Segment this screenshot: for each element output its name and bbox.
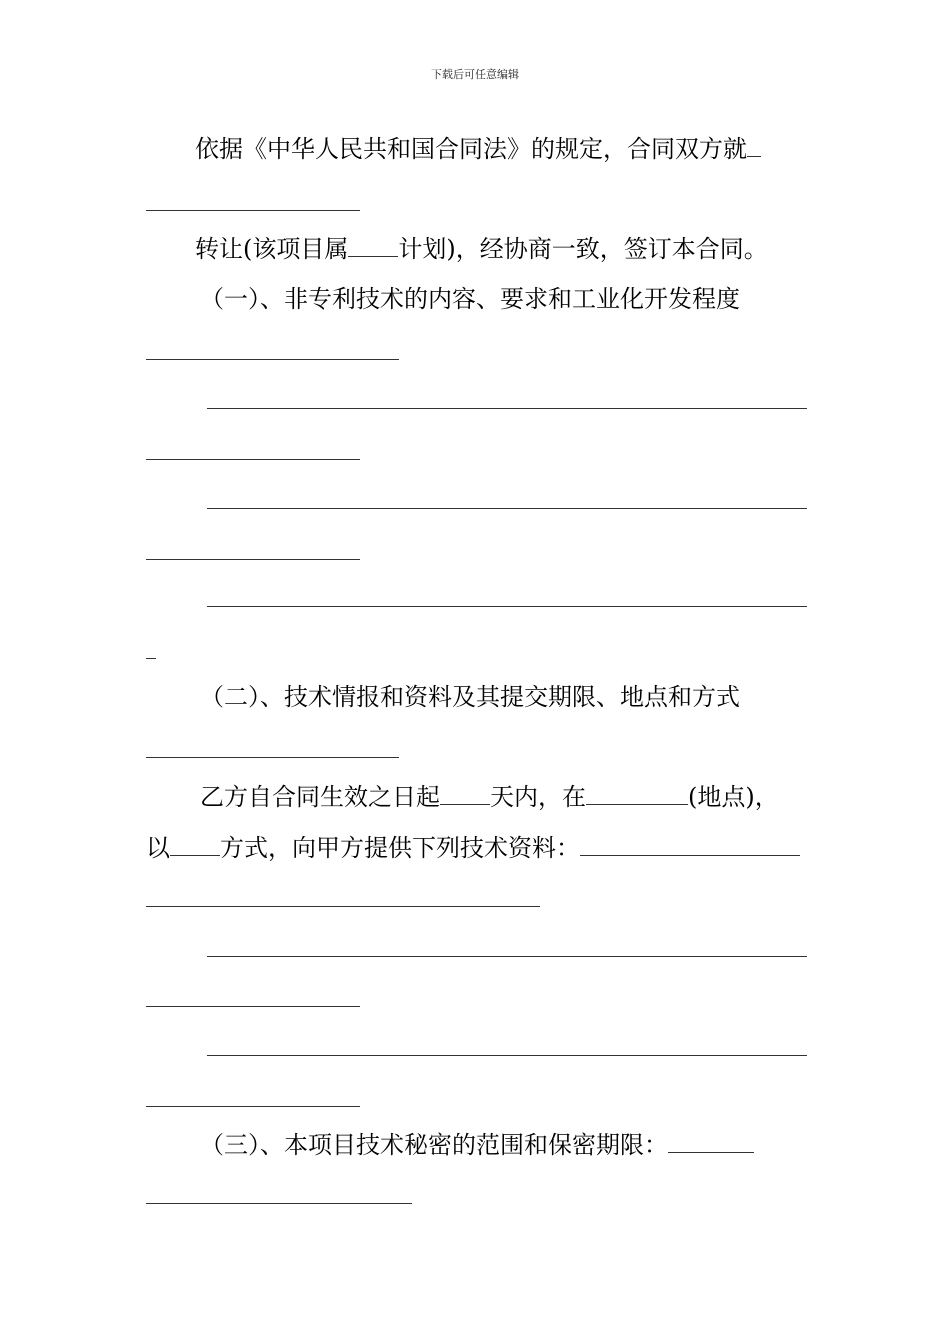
intro-line-1 <box>195 134 761 164</box>
blank-line[interactable] <box>207 956 807 957</box>
section-3-title: （三）、本项目技术秘密的范围和保密期限： <box>200 1131 668 1159</box>
intro-line-2 <box>195 234 768 264</box>
blank-line[interactable] <box>207 1055 807 1056</box>
blank-line[interactable] <box>146 1006 360 1007</box>
blank-line[interactable] <box>207 606 807 607</box>
location-blank-field[interactable] <box>586 800 688 805</box>
method-blank-field[interactable] <box>170 851 220 856</box>
section-1-title: （一）、非专利技术的内容、要求和工业化开发程度 <box>200 285 740 313</box>
plan-blank-field[interactable] <box>348 252 398 257</box>
para2-text-a: 乙方自合同生效之日起 <box>200 783 440 811</box>
blank-line[interactable] <box>146 559 360 560</box>
para2-text-b: 天内，在 <box>490 783 586 811</box>
blank-line[interactable] <box>146 210 360 211</box>
para2-text-d: 以 <box>146 834 170 862</box>
blank-line[interactable] <box>146 459 360 460</box>
blank-field[interactable] <box>747 152 761 157</box>
intro-text-2a: 转让(该项目属 <box>195 235 349 263</box>
blank-line[interactable] <box>146 1203 412 1204</box>
blank-line[interactable] <box>207 408 807 409</box>
blank-line[interactable] <box>146 359 399 360</box>
blank-line[interactable] <box>146 906 540 907</box>
section-3-line <box>200 1130 754 1160</box>
intro-text-2b: 计划)，经协商一致，签订本合同。 <box>398 235 768 263</box>
para2-text-c: (地点)， <box>688 783 779 811</box>
blank-line[interactable] <box>207 508 807 509</box>
blank-line[interactable] <box>146 757 399 758</box>
blank-line[interactable] <box>146 658 156 659</box>
intro-text: 依据《中华人民共和国合同法》的规定，合同双方就 <box>195 135 747 163</box>
materials-blank-field[interactable] <box>580 851 800 856</box>
paragraph-2-line-1 <box>200 782 779 812</box>
page-header-note: 下载后可任意编辑 <box>431 68 519 81</box>
blank-line[interactable] <box>146 1106 360 1107</box>
days-blank-field[interactable] <box>440 800 490 805</box>
para2-text-e: 方式，向甲方提供下列技术资料： <box>220 834 580 862</box>
secret-scope-blank-field[interactable] <box>668 1148 754 1153</box>
paragraph-2-line-2 <box>146 833 800 863</box>
section-2-title: （二）、技术情报和资料及其提交期限、地点和方式 <box>200 683 740 711</box>
